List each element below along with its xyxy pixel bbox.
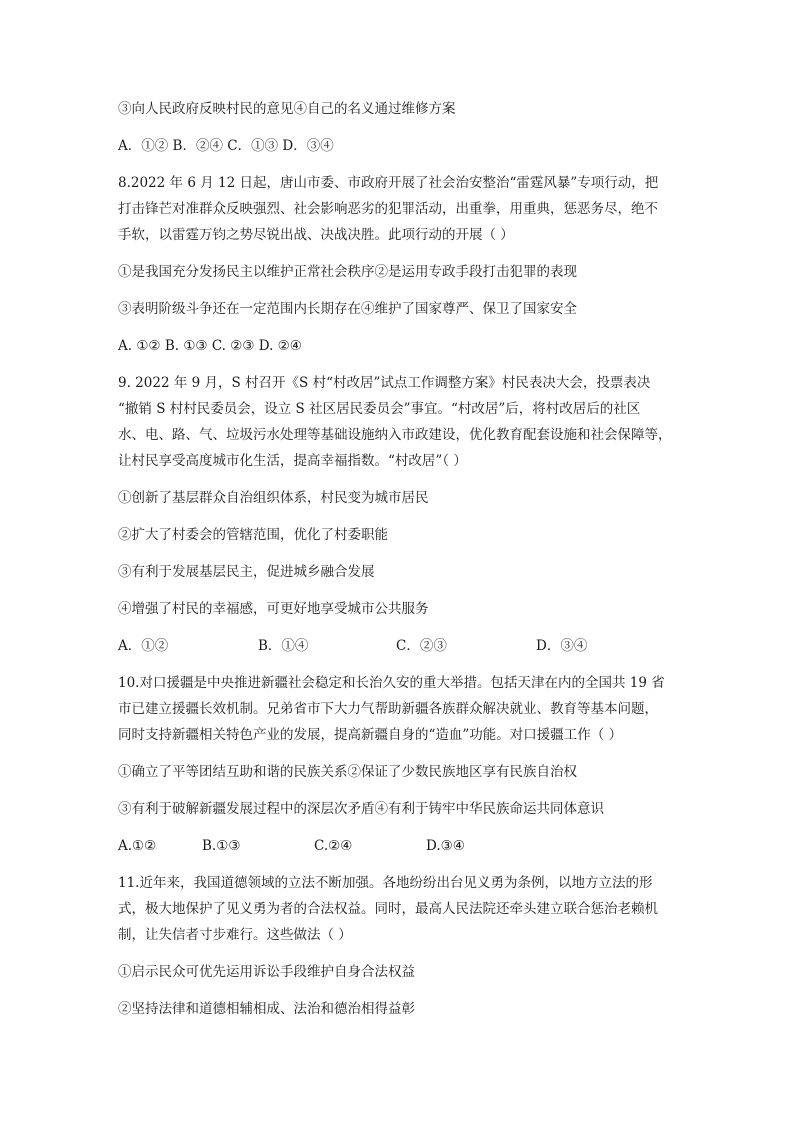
- statement-line: ②坚持法律和道德相辅相成、法治和德治相得益彰: [118, 1001, 415, 1017]
- statement-line: ③有利于发展基层民主，促进城乡融合发展: [118, 564, 375, 580]
- statement-line: ③有利于破解新疆发展过程中的深层次矛盾④有利于铸牢中华民族命运共同体意识: [118, 801, 604, 817]
- statement-line: ①确立了平等团结互助和谐的民族关系②保证了少数民族地区享有民族自治权: [118, 764, 577, 780]
- exam-page: [118, 96, 684, 1022]
- question-11: [118, 870, 684, 1022]
- question-8: [118, 170, 684, 359]
- option-a: A.①②: [118, 838, 157, 854]
- statement-line: ③表明阶级斗争还在一定范围内长期存在④维护了国家尊严、保卫了国家安全: [118, 301, 577, 317]
- statement-line: ①启示民众可优先运用诉讼手段维护自身合法权益: [118, 964, 415, 980]
- statement-line: ①是我国充分发扬民主以维护正常社会秩序②是运用专政手段打击犯罪的表现: [118, 264, 577, 280]
- option-c: C．②③: [396, 638, 447, 654]
- question-text-line: 10.对口援疆是中央推进新疆社会稳定和长治久安的重大举措。包括天津在内的全国共 19 省: [118, 675, 665, 691]
- statement-line: ①创新了基层群众自治组织体系，村民变为城市居民: [118, 490, 429, 506]
- question-text-line: 水、电、路、气、垃圾污水处理等基础设施纳入市政建设，优化教育配套设施和社会保障等，: [118, 427, 672, 443]
- question-9: [118, 370, 684, 659]
- option-d: D．③④: [536, 638, 588, 654]
- question-text-line: 式，极大地保护了见义勇为者的合法权益。同时，最高人民法院还牵头建立联合惩治老赖机: [118, 901, 658, 917]
- answer-options: [118, 833, 684, 859]
- statement-line: ②扩大了村委会的管辖范围，优化了村委职能: [118, 527, 388, 543]
- question-text-line: 市已建立援疆长效机制。兄弟省市下大力气帮助新疆各族群众解决就业、教育等基本问题，: [118, 701, 658, 717]
- question-text-line: 9. 2022 年 9 月，S 村召开《S 村“村改居”试点工作调整方案》村民表决大会，投票表决: [118, 375, 651, 391]
- option-b: B.①③: [202, 838, 241, 854]
- question-text-line: 让村民享受高度城市化生活，提高幸福指数。“村改居”（ ）: [118, 453, 467, 469]
- statement-line: ③向人民政府反映村民的意见④自己的名义通过维修方案: [118, 101, 456, 117]
- option-c: C.②④: [314, 838, 353, 854]
- question-text-line: 8.2022 年 6 月 12 日起，唐山市委、市政府开展了社会治安整治“雷霆风暴”专项行动，把: [118, 175, 659, 191]
- statement-line: ④增强了村民的幸福感，可更好地享受城市公共服务: [118, 601, 429, 617]
- option-d: D.③④: [426, 838, 465, 854]
- question-text-line: 同时支持新疆相关特色产业的发展，提高新疆自身的“造血”功能。对口援疆工作（ ）: [118, 727, 623, 743]
- question-text-line: 打击锋芒对准群众反映强烈、社会影响恶劣的犯罪活动，出重拳，用重典，惩恶务尽，绝不: [118, 201, 658, 217]
- question-text-line: 制，让失信者寸步难行。这些做法（ ）: [118, 927, 352, 943]
- question-text-line: 11.近年来，我国道德领域的立法不断加强。各地纷纷出台见义勇为条例，以地方立法的形: [118, 875, 653, 891]
- answer-options: A．①② B．②④ C．①③ D．③④: [118, 138, 334, 154]
- answer-options: A. ①② B. ①③ C. ②③ D. ②④: [118, 338, 302, 354]
- question-text-line: “撤销 S 村村民委员会，设立 S 社区居民委员会”事宜。“村改居”后，将村改居后的社区: [118, 401, 641, 417]
- question-10: [118, 670, 684, 859]
- answer-options: [118, 633, 684, 659]
- option-b: B．①④: [258, 638, 309, 654]
- option-a: A．①②: [118, 638, 169, 654]
- question-text-line: 手软，以雷霆万钧之势尽锐出战、决战决胜。此项行动的开展（ ）: [118, 227, 514, 243]
